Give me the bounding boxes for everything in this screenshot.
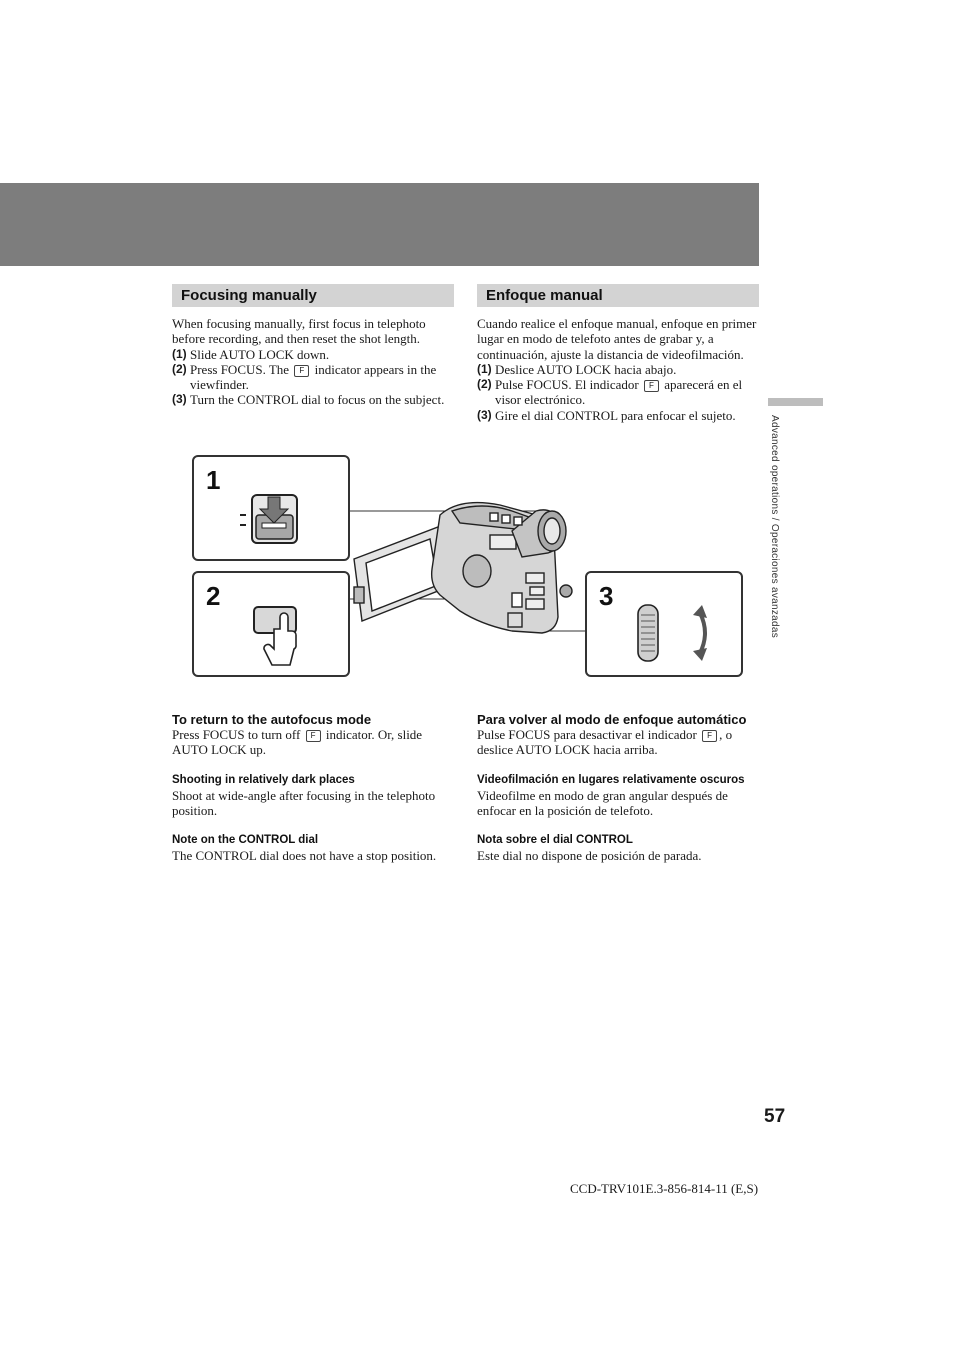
english-steps (172, 347, 455, 408)
spanish-note-text: Este dial no dispone de posición de parada. (477, 848, 702, 864)
spanish-note-heading: Nota sobre el dial CONTROL (477, 834, 633, 847)
step-number: (1) (172, 346, 187, 361)
heading-enfoque-manual: Enfoque manual (477, 284, 759, 307)
camcorder-illustration (190, 453, 746, 681)
spanish-step-2 (477, 377, 760, 408)
panel-3 (586, 572, 742, 676)
panel-number: 3 (599, 581, 614, 611)
step-number: (1) (477, 361, 492, 376)
english-notes (172, 712, 455, 863)
english-instructions (172, 316, 455, 408)
return-text-a: Pulse FOCUS para desactivar el indicador (477, 727, 697, 742)
step-text: Deslice AUTO LOCK hacia abajo. (495, 361, 677, 377)
spanish-step-3 (477, 408, 760, 423)
focus-f-icon: F (306, 730, 321, 742)
english-dark-text: Shoot at wide-angle after focusing in the telephoto position. (172, 787, 436, 818)
spanish-instructions (477, 316, 760, 423)
return-text-a: Press FOCUS to turn off (172, 727, 301, 742)
return-text-b: , o deslice AUTO LOCK hacia arriba. (477, 727, 733, 758)
english-dark-heading: Shooting in relatively dark places (172, 773, 355, 786)
header-banner (0, 183, 759, 266)
spanish-intro: Cuando realice el enfoque manual, enfoque en primer lugar en modo de telefoto antes de grabar y, a continuación, ajuste la distancia de videofilmación. (477, 316, 757, 362)
step-text: Turn the CONTROL dial to focus on the subject. (190, 392, 445, 408)
step-number: (2) (172, 361, 187, 376)
english-note-heading: Note on the CONTROL dial (172, 834, 319, 847)
english-intro: When focusing manually, first focus in telephoto before recording, and then reset the shot length. (172, 316, 426, 347)
step-text-a: Press FOCUS. The (190, 361, 290, 377)
spanish-return-heading: Para volver al modo de enfoque automático (477, 712, 747, 727)
english-note-text: The CONTROL dial does not have a stop position. (172, 848, 437, 864)
spanish-step-1 (477, 362, 760, 377)
spanish-return-text (477, 727, 760, 758)
panel-number: 2 (206, 581, 221, 611)
panel-number: 1 (206, 465, 221, 495)
page-number: 57 (764, 1106, 786, 1127)
step-text: Gire el dial CONTROL para enfocar el sujeto. (495, 407, 736, 423)
section-tab-marker (768, 398, 823, 406)
focus-f-icon: F (702, 730, 717, 742)
step-text-b: aparecerá en el visor electrónico. (495, 377, 743, 408)
document-code: CCD-TRV101E.3-856-814-11 (E,S) (570, 1181, 759, 1196)
heading-focusing-manually: Focusing manually (172, 284, 454, 307)
english-step-2 (172, 362, 455, 393)
side-section-label: Advanced operations / Operaciones avanzadas (769, 415, 780, 639)
step-number: (3) (477, 407, 492, 422)
step-number: (3) (172, 392, 187, 407)
focus-f-icon: F (644, 380, 659, 392)
spanish-notes (477, 712, 760, 863)
english-return-heading: To return to the autofocus mode (172, 712, 372, 727)
panel-2 (193, 572, 349, 676)
spanish-steps (477, 362, 760, 423)
panel-1 (193, 456, 349, 560)
spanish-dark-heading: Videofilmación en lugares relativamente oscuros (477, 773, 745, 786)
english-step-3 (172, 392, 455, 407)
step-number: (2) (477, 377, 492, 392)
camcorder-body (354, 503, 572, 633)
step-text: Slide AUTO LOCK down. (190, 346, 330, 362)
spanish-dark-text: Videofilme en modo de gran angular después de enfocar en la posición de telefoto. (477, 787, 728, 818)
step-text-b: indicator appears in the viewfinder. (190, 361, 437, 393)
english-step-1 (172, 347, 455, 362)
return-text-b: indicator. Or, slide AUTO LOCK up. (172, 727, 423, 758)
english-return-text (172, 727, 455, 758)
focus-f-icon: F (294, 365, 309, 377)
step-text-a: Pulse FOCUS. El indicador (495, 377, 639, 393)
